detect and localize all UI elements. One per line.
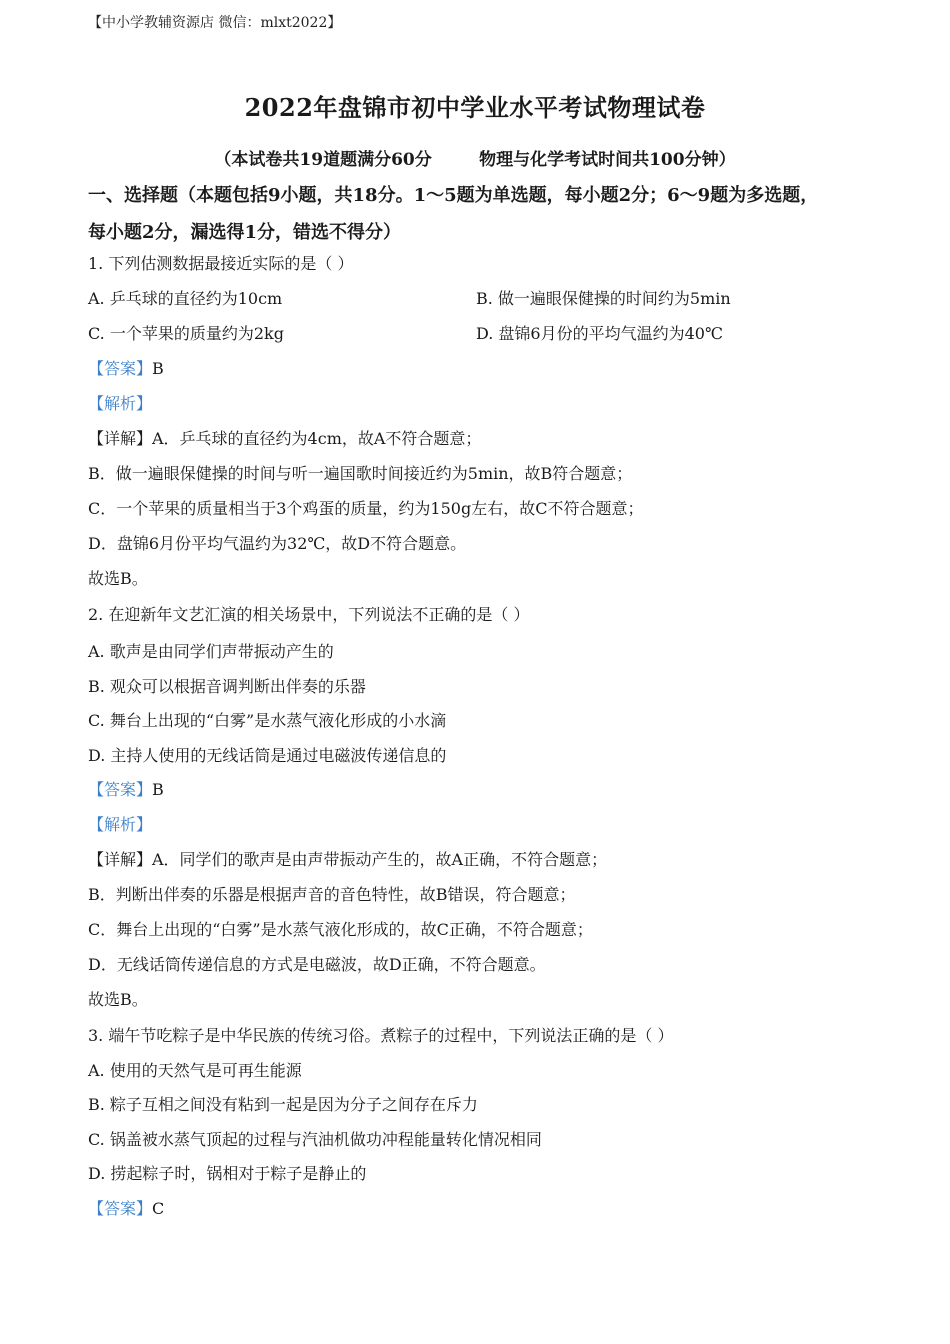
question-2-option-b: B. 观众可以根据音调判断出伴奏的乐器 — [88, 677, 366, 696]
answer-value: B — [152, 359, 164, 378]
question-1-option-c: C. 一个苹果的质量约为2kg — [88, 324, 284, 343]
question-2-detail-2: B．判断出伴奏的乐器是根据声音的音色特性，故B错误，符合题意； — [88, 885, 576, 904]
question-1-stem: 1. 下列估测数据最接近实际的是（ ） — [88, 254, 354, 273]
question-3-option-d: D. 捞起粽子时，锅相对于粽子是静止的 — [88, 1164, 367, 1183]
question-3-option-a: A. 使用的天然气是可再生能源 — [88, 1061, 302, 1080]
answer-value: B — [152, 780, 164, 799]
question-1-option-b: B. 做一遍眼保健操的时间约为5min — [476, 289, 731, 308]
question-2-detail-4: D．无线话筒传递信息的方式是电磁波，故D正确，不符合题意。 — [88, 955, 546, 974]
question-2-answer — [88, 780, 164, 800]
page-subtitle: （本试卷共19道题满分60分 物理与化学考试时间共100分钟） — [214, 150, 736, 170]
question-1-answer — [88, 359, 164, 379]
question-2-detail-1: 【详解】A．同学们的歌声是由声带振动产生的，故A正确，不符合题意； — [88, 850, 608, 869]
watermark-header: 【中小学教辅资源店 微信：mlxt2022】 — [88, 15, 342, 31]
question-1-option-a: A. 乒乓球的直径约为10cm — [88, 289, 283, 308]
question-1-detail-3: C．一个苹果的质量相当于3个鸡蛋的质量，约为150g左右，故C不符合题意； — [88, 499, 644, 518]
question-2-conclusion: 故选B。 — [88, 990, 148, 1009]
answer-label: 【答案】 — [88, 780, 153, 799]
question-2-stem: 2. 在迎新年文艺汇演的相关场景中，下列说法不正确的是（ ） — [88, 605, 530, 624]
question-2-option-a: A. 歌声是由同学们声带振动产生的 — [88, 642, 334, 661]
question-2-analysis-label: 【解析】 — [88, 815, 153, 834]
question-1-detail-1: 【详解】A．乒乓球的直径约为4cm，故A不符合题意； — [88, 429, 482, 448]
section-heading-line1: 一、选择题（本题包括9小题，共18分。1～5题为单选题，每小题2分；6～9题为多选题， — [88, 185, 819, 206]
answer-label: 【答案】 — [88, 359, 153, 378]
question-3-answer — [88, 1199, 164, 1219]
question-1-option-d: D. 盘锦6月份的平均气温约为40℃ — [476, 324, 723, 343]
question-3-stem: 3. 端午节吃粽子是中华民族的传统习俗。煮粽子的过程中，下列说法正确的是（ ） — [88, 1026, 674, 1045]
question-2-option-d: D. 主持人使用的无线话筒是通过电磁波传递信息的 — [88, 746, 447, 765]
question-2-option-c: C. 舞台上出现的“白雾”是水蒸气液化形成的小水滴 — [88, 711, 447, 730]
question-3-option-b: B. 粽子互相之间没有粘到一起是因为分子之间存在斥力 — [88, 1095, 478, 1114]
page-title: 2022年盘锦市初中学业水平考试物理试卷 — [244, 93, 706, 122]
question-1-detail-2: B．做一遍眼保健操的时间与听一遍国歌时间接近约为5min，故B符合题意； — [88, 464, 633, 483]
question-1-conclusion: 故选B。 — [88, 569, 148, 588]
question-3-option-c: C. 锅盖被水蒸气顶起的过程与汽油机做功冲程能量转化情况相同 — [88, 1130, 542, 1149]
answer-value: C — [152, 1199, 165, 1218]
question-2-detail-3: C．舞台上出现的“白雾”是水蒸气液化形成的，故C正确，不符合题意； — [88, 920, 593, 939]
question-1-detail-4: D．盘锦6月份平均气温约为32℃，故D不符合题意。 — [88, 534, 467, 553]
answer-label: 【答案】 — [88, 1199, 153, 1218]
question-1-analysis-label: 【解析】 — [88, 394, 153, 413]
section-heading-line2: 每小题2分，漏选得1分，错选不得分） — [88, 222, 402, 243]
